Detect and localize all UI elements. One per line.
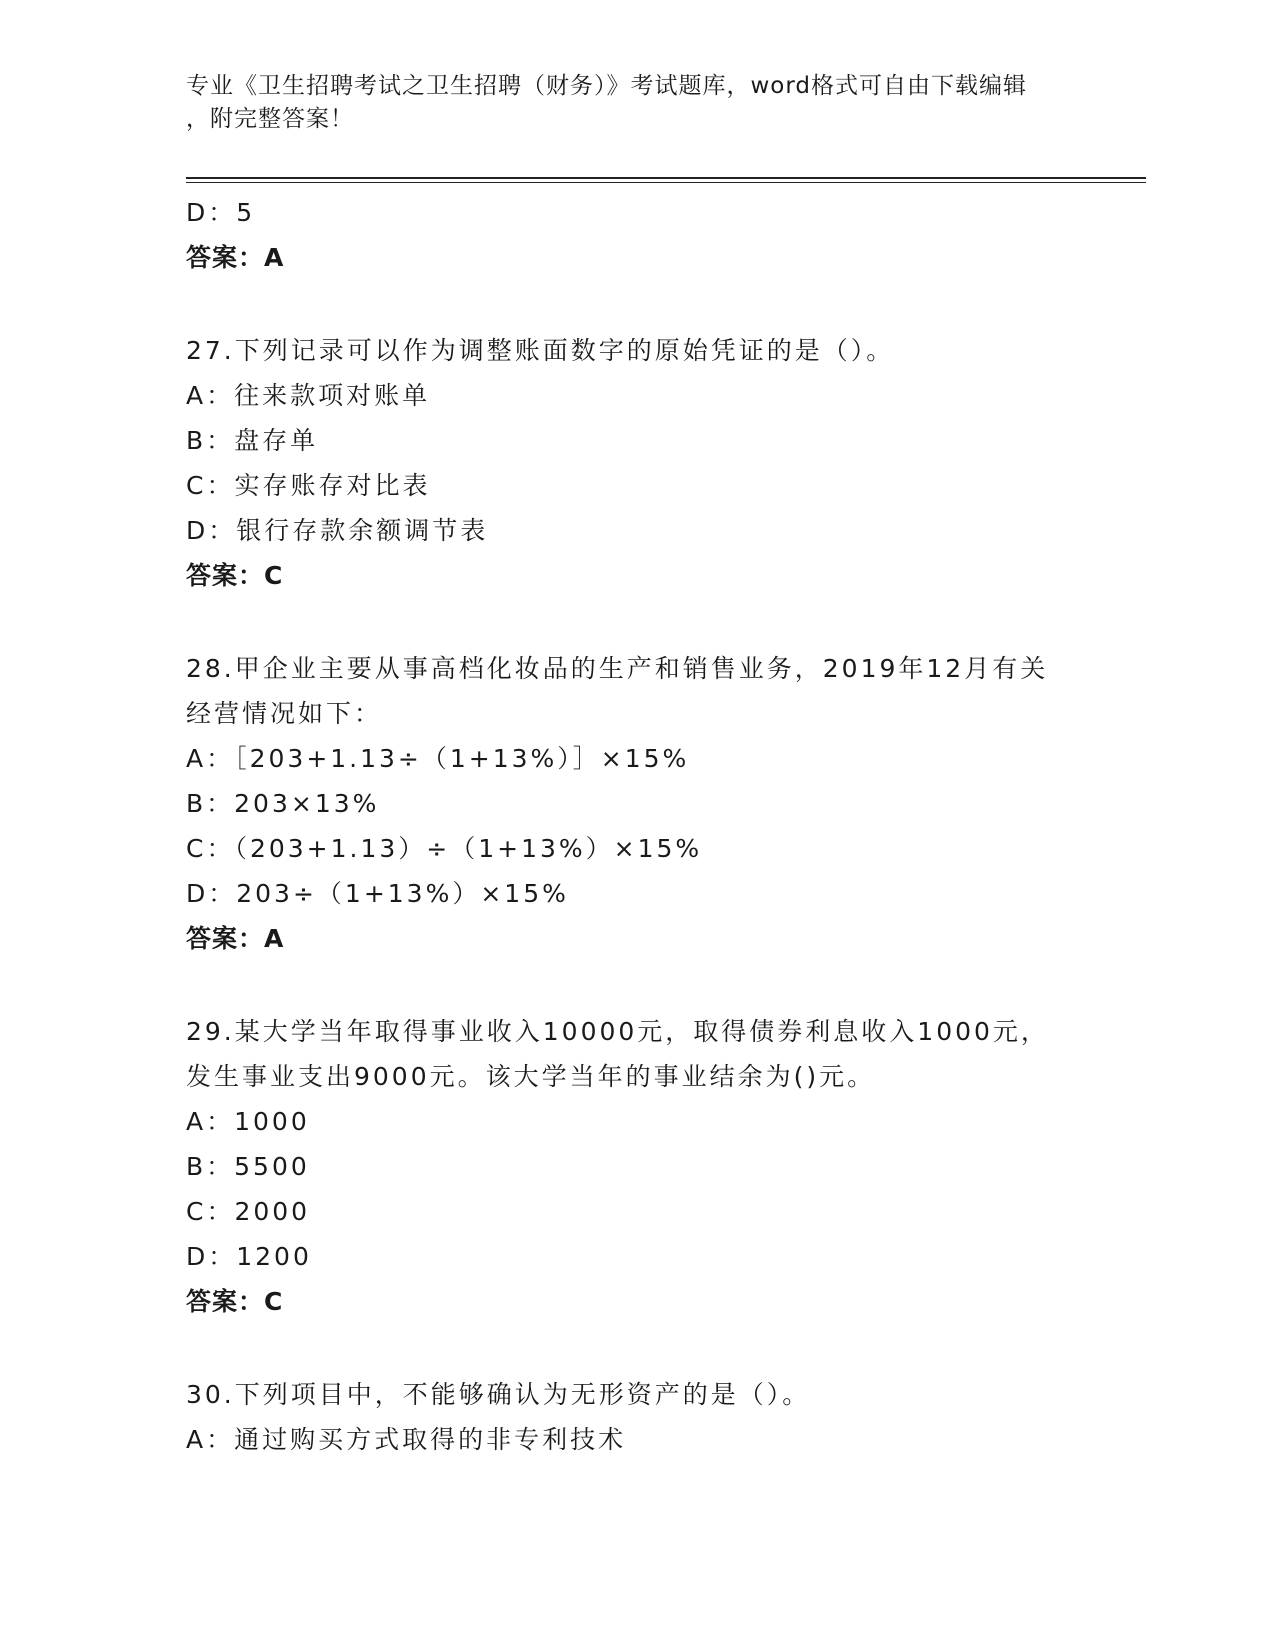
question-stem: 27.下列记录可以作为调整账面数字的原始凭证的是（）。: [186, 336, 895, 365]
header-divider: [186, 177, 1146, 179]
option-a: A：通过购买方式取得的非专利技术: [186, 1425, 627, 1454]
question-27: [186, 328, 1086, 598]
question-stem: 30.下列项目中，不能够确认为无形资产的是（）。: [186, 1380, 811, 1409]
answer: 答案：C: [186, 1287, 284, 1316]
answer: 答案：C: [186, 561, 284, 590]
option-a: A：1000: [186, 1107, 310, 1136]
option-c: C：实存账存对比表: [186, 471, 431, 500]
question-29: [186, 1009, 1086, 1324]
prev-option-d: D：5: [186, 198, 256, 227]
answer: 答案：A: [186, 924, 285, 953]
header-divider-thin: [186, 182, 1146, 183]
question-stem: 28.甲企业主要从事高档化妆品的生产和销售业务，2019年12月有关经营情况如下：: [186, 654, 1049, 728]
option-a: A：［203+1.13÷（1+13%）］×15%: [186, 744, 690, 773]
prev-answer: 答案：A: [186, 243, 285, 272]
document-header: 专业《卫生招聘考试之卫生招聘（财务）》考试题库，word格式可自由下载编辑 ，附完整答案！: [186, 73, 1028, 132]
option-b: B：5500: [186, 1152, 310, 1181]
question-stem: 29.某大学当年取得事业收入10000元，取得债券利息收入1000元，发生事业支出9000元。该大学当年的事业结余为()元。: [186, 1017, 1049, 1091]
document-body: [186, 190, 1086, 1462]
option-c: C：2000: [186, 1197, 311, 1226]
option-d: D：银行存款余额调节表: [186, 516, 489, 545]
question-28: [186, 646, 1086, 961]
option-d: D：203÷（1+13%）×15%: [186, 879, 569, 908]
option-d: D：1200: [186, 1242, 312, 1271]
option-b: B：盘存单: [186, 426, 319, 455]
option-c: C：（203+1.13）÷（1+13%）×15%: [186, 834, 703, 863]
question-30: [186, 1372, 1086, 1462]
option-b: B：203×13%: [186, 789, 380, 818]
option-a: A：往来款项对账单: [186, 381, 431, 410]
